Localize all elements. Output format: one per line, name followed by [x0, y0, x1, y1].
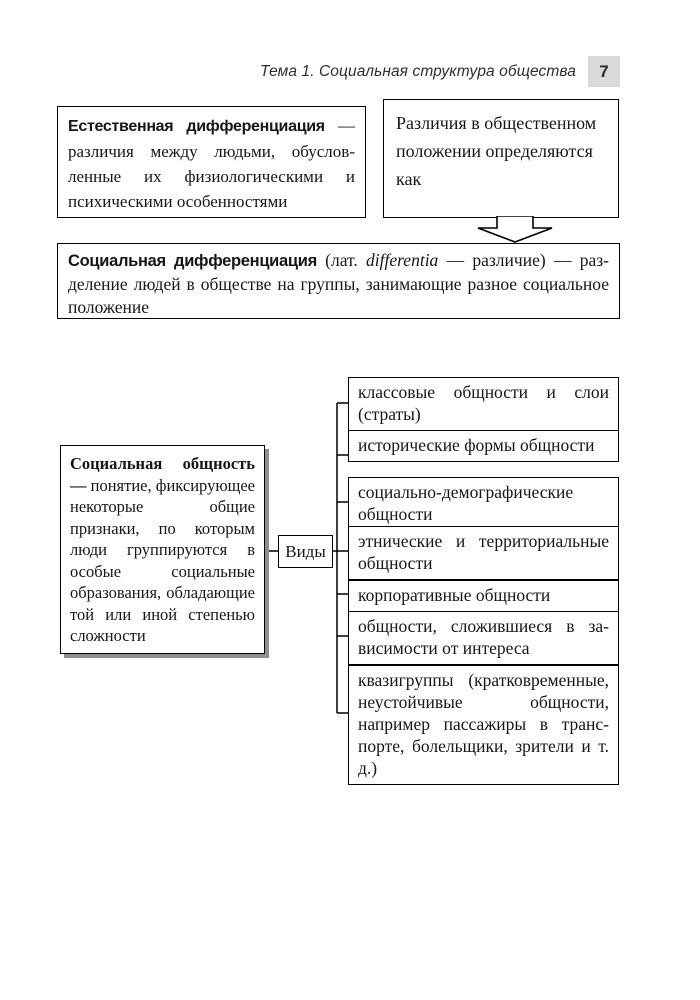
- question-box: [383, 99, 619, 218]
- community-type-text: классовые общности и слои (страты): [358, 382, 609, 424]
- latin-word: differentia: [366, 250, 439, 270]
- page-number: 7: [599, 61, 609, 81]
- social-differentiation-term: Социальная дифференциация: [68, 252, 317, 270]
- community-type-box: [348, 526, 619, 580]
- page-number-badge: [588, 56, 620, 87]
- community-type-box: [348, 377, 619, 431]
- types-label-box: [278, 535, 333, 568]
- community-type-box: [348, 665, 619, 785]
- natural-differentiation-definition: — различия между людьми, обусловленные их физиологическими и психическими особенностями: [68, 116, 356, 211]
- community-type-box: [348, 611, 619, 665]
- page-title: Тема 1. Социальная структура общества: [260, 62, 576, 80]
- latin-open: (лат.: [316, 250, 367, 270]
- community-type-text: квазигруппы (кратковременные, неустойчивые общности, например пассажиры в транспорте, болельщики, зрители и т. д.): [358, 670, 609, 778]
- social-differentiation-definition: — различие) — разделение людей в обществе на группы, занимающие разное социальное положение: [68, 250, 609, 317]
- community-type-text: исторические формы общности: [358, 435, 595, 455]
- block-arrow-down-icon: [470, 216, 560, 244]
- natural-differentiation-term: Естественная дифференциация: [68, 118, 325, 135]
- community-type-text: этнические и территориальные общности: [358, 531, 609, 573]
- community-type-text: социально-демографические общности: [358, 482, 574, 524]
- social-community-term: Социальная общность —: [70, 454, 255, 495]
- question-text: Различия в общественном положении определяются как: [396, 113, 597, 189]
- social-community-box: [60, 445, 265, 654]
- social-community-definition: понятие, фиксирующее некоторые общие признаки, по которым люди группируются в особые социальные образования, обладающие той или иной степенью сложности: [70, 475, 255, 645]
- community-type-box: [348, 477, 619, 531]
- types-label: Виды: [285, 541, 326, 561]
- page-header: [0, 56, 620, 87]
- social-differentiation-box: [57, 243, 620, 319]
- natural-differentiation-box: [57, 106, 366, 218]
- community-type-text: общности, сложившиеся в зависимости от интереса: [358, 616, 609, 658]
- community-type-box: [348, 430, 619, 462]
- community-type-box: [348, 580, 619, 612]
- community-type-text: корпоративные общности: [358, 585, 551, 605]
